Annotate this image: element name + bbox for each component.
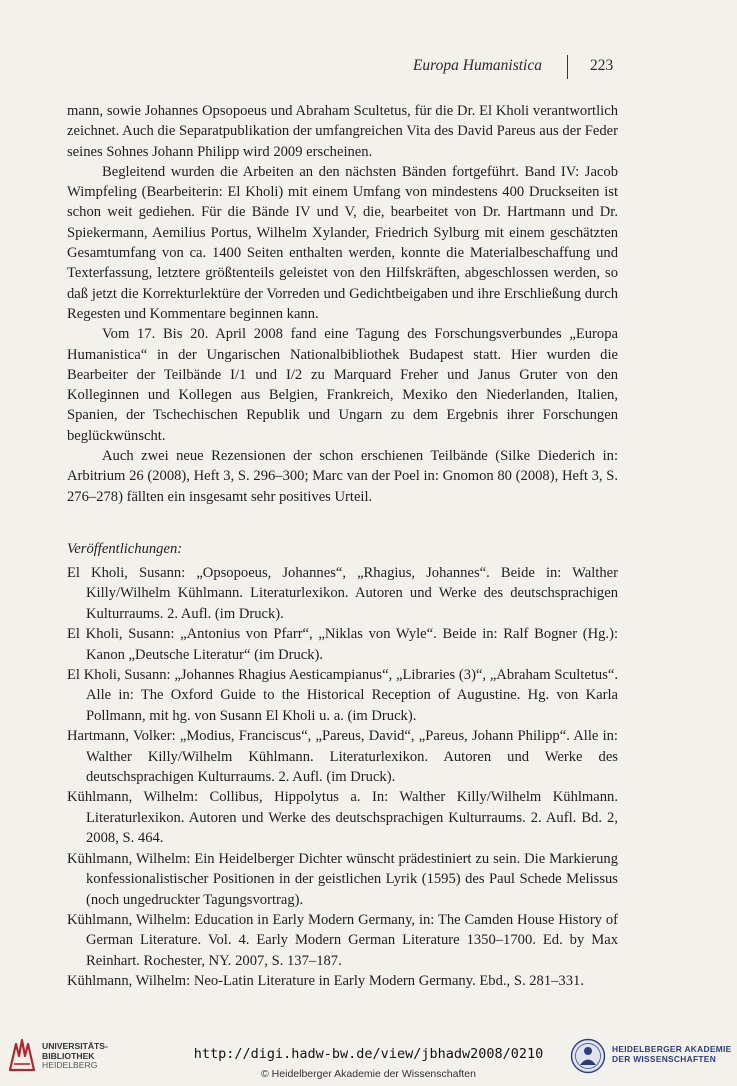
academy-name-line: DER WISSENSCHAFTEN <box>612 1054 717 1064</box>
header-divider <box>567 55 568 79</box>
paragraph-4: Auch zwei neue Rezensionen der schon erschienen Teilbände (Silke Diederich in: Arbitrium 26 (2008), Heft 3, S. 296–300; Marc van der Poel in: Gnomon 80 (2008), Heft 3, S. 276–278) fällten ein insgesamt sehr positives Urteil. <box>67 448 618 505</box>
list-item: El Kholi, Susann: „Opsopoeus, Johannes“, „Rhagius, Johannes“. Beide in: Walther Killy/Wilhelm Kühlmann. Literaturlexikon. Autoren und Werke des deutschsprachigen Kulturraums. 2. Aufl. (im Druck). <box>67 565 618 622</box>
academy-name <box>612 1044 732 1064</box>
list-item: Kühlmann, Wilhelm: Ein Heidelberger Dichter wünscht prädestiniert zu sein. Die Markierung konfessionalistischer Positionen in der geistlichen Lyrik (1595) des Paul Schede Melissus (noch ungedruckter Tagungsvortrag). <box>67 850 618 908</box>
academy-seal-icon <box>570 1038 606 1074</box>
running-title: Europa Humanistica <box>412 57 542 74</box>
list-item: Kühlmann, Wilhelm: Education in Early Modern Germany, in: The Camden House History of German Literature. Vol. 4. Early Modern German Literature 1350–1700. Ed. by Max Reinhart. Rochester, NY. 2007, S. 137–187. <box>67 911 618 969</box>
paragraph-1: mann, sowie Johannes Opsopoeus und Abraham Scultetus, für die Dr. El Kholi verantwortlich zeichnet. Auch die Separatpublikation der umfangreichen Vita des David Pareus aus der Feder seines Sohnes Johann Philipp wird 2009 erscheinen. <box>67 103 618 160</box>
running-head <box>0 55 737 79</box>
source-url-link[interactable]: http://digi.hadw-bw.de/view/jbhadw2008/0210 <box>193 1046 544 1062</box>
list-item: Kühlmann, Wilhelm: Collibus, Hippolytus a. In: Walther Killy/Wilhelm Kühlmann. Literaturlexikon. Autoren und Werke des deutschsprachigen Kulturraums. 2. Aufl. Bd. 2, 2008, S. 464. <box>67 789 618 847</box>
publications-list <box>67 563 618 992</box>
paragraph-3: Vom 17. Bis 20. April 2008 fand eine Tagung des Forschungsverbundes „Europa Humanistica“ in der Ungarischen Nationalbibliothek Budapest statt. Hier wurden die Bearbeiter der Teilbände I/1 und I/2 zu Marquard Freher und Janus Gruter von den Kolleginnen und Kollegen aus Belgien, Frankreich, Mexiko den Niederlanden, Italien, Spanien, der Tschechischen Republik und Ungarn zu dem Ergebnis ihrer Forschungen beglückwünscht. <box>67 326 618 444</box>
paragraph-2: Begleitend wurden die Arbeiten an den nächsten Bänden fortgeführt. Band IV: Jacob Wimpfeling (Bearbeiterin: El Kholi) mit einem Umfang von mindestens 400 Druckseiten ist schon weit gediehen. Für die Bände IV und V, die, bearbeitet von Dr. Hartmann und Dr. Spiekermann, Aemilius Portus, Wilhelm Xylander, Friedrich Sylburg mit einem geschätzten Gesamtumfang von ca. 1400 Seiten enthalten werden, konnte die Materialbeschaffung und Texterfassung, letztere größtenteils geleistet von den Hilfskräften, abgeschlossen werden, so daß jetzt die Korrekturlektüre der Vorreden und Gedichtbeigaben und ihre Erschließung durch Regesten und Kommentare beginnen kann. <box>67 163 618 322</box>
list-item: Hartmann, Volker: „Modius, Franciscus“, „Pareus, David“, „Pareus, Johann Philipp“. Alle in: Walther Killy/Wilhelm Kühlmann. Literaturlexikon. Autoren und Werke des deutschsprachigen Kulturraums. 2. Aufl. (im Druck). <box>67 728 618 786</box>
library-name-line: BIBLIOTHEK <box>42 1050 95 1061</box>
library-name-line: UNIVERSITÄTS- <box>42 1041 108 1051</box>
page-number: 223 <box>590 57 614 74</box>
publications-heading: Veröffentlichungen: <box>67 541 183 557</box>
body-text <box>67 101 618 507</box>
library-name-line: HEIDELBERG <box>42 1060 98 1071</box>
list-item: Kühlmann, Wilhelm: Neo-Latin Literature in Early Modern Germany. Ebd., S. 281–331. <box>67 973 584 990</box>
copyright-notice: © Heidelberger Akademie der Wissenschaften <box>261 1068 476 1080</box>
academy-name-line: HEIDELBERGER AKADEMIE <box>612 1044 732 1054</box>
footer <box>0 1030 737 1086</box>
list-item: El Kholi, Susann: „Antonius von Pfarr“, „Niklas von Wyle“. Beide in: Ralf Bogner (Hg.): Kanon „Deutsche Literatur“ (im Druck). <box>67 626 618 663</box>
list-item: El Kholi, Susann: „Johannes Rhagius Aesticampianus“, „Libraries (3)“, „Abraham Scultetus“. Alle in: The Oxford Guide to the Historical Reception of Augustine. Hg. von Karla Pollmann, mit hg. von Susann El Kholi u. a. (im Druck). <box>67 667 618 724</box>
